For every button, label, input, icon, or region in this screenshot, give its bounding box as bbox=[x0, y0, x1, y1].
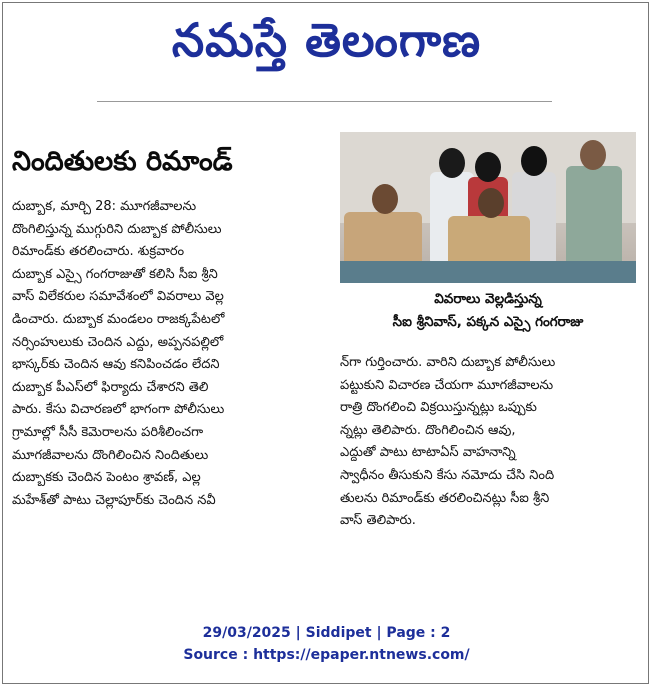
caption-line: వివరాలు వెల్లడిస్తున్న bbox=[434, 291, 542, 307]
article-line: భాస్కర్‌కు చెందిన ఆవు కనిపించడం లేదని bbox=[12, 357, 220, 373]
article-line: తులను రిమాండ్‌కు తరలించినట్లు సీఐ శ్రీని bbox=[340, 490, 550, 506]
article-line: దుబ్బాక పీఎస్‌లో ఫిర్యాదు చేశారని తెలి bbox=[12, 379, 209, 395]
article-line: స్వాధీనం తీసుకుని కేసు నమోదు చేసి నింది bbox=[340, 467, 555, 483]
article-column-right bbox=[340, 352, 636, 533]
photo-person-head bbox=[439, 148, 465, 178]
article-line: దుబ్బాక ఎస్సై గంగరాజుతో కలిసి సీఐ శ్రీని bbox=[12, 266, 218, 282]
photo-caption bbox=[340, 288, 636, 344]
article-line: డించారు. దుబ్బాక మండలం రాజక్కపేటలో bbox=[12, 311, 225, 327]
photo-person bbox=[566, 166, 622, 276]
article-line: రాత్రి దొంగలించి విక్రయిస్తున్నట్లు ఒప్పుకు bbox=[340, 400, 537, 416]
article-line: వాస్ తెలిపారు. bbox=[340, 513, 416, 529]
article-line: మహేశ్‌తో పాటు చెల్లాపూర్‌కు చెందిన నవీ bbox=[12, 492, 216, 508]
footer-source-line: Source : https://epaper.ntnews.com/ bbox=[183, 647, 470, 663]
news-photo bbox=[340, 132, 636, 283]
page-footer bbox=[0, 622, 653, 666]
article-line: పారు. కేసు విచారణలో భాగంగా పోలీసులు bbox=[12, 402, 225, 418]
article-headline: నిందితులకు రిమాండ్ bbox=[12, 146, 233, 177]
article-line: న్నట్లు తెలిపారు. దొంగిలించిన ఆవు, bbox=[340, 422, 516, 438]
photo-table bbox=[340, 261, 636, 283]
article-column-left bbox=[12, 196, 330, 512]
article-line: పట్టుకుని విచారణ చేయగా మూగజీవాలను bbox=[340, 377, 554, 393]
article-line: దొంగిలిస్తున్న ముగ్గురిని దుబ్బాక పోలీసులు bbox=[12, 221, 222, 237]
article-line: దుబ్బాకకు చెందిన పెంటం శ్రావణ్, ఎల్ల bbox=[12, 470, 201, 486]
article-line: ఎద్దుతో పాటు టాటాఏస్ వాహనాన్ని bbox=[340, 445, 516, 461]
footer-date-line: 29/03/2025 | Siddipet | Page : 2 bbox=[202, 625, 451, 641]
photo-person-head bbox=[521, 146, 547, 176]
photo-person-head bbox=[580, 140, 606, 170]
caption-line: సీఐ శ్రీనివాస్, పక్కన ఎస్సై గంగరాజు bbox=[392, 313, 584, 330]
photo-officer-head bbox=[372, 184, 398, 214]
photo-officer-head bbox=[478, 188, 504, 218]
photo-person-head bbox=[475, 152, 501, 182]
newspaper-masthead: నమస్తే తెలంగాణ bbox=[171, 13, 482, 67]
article-line: న్‌గా గుర్తించారు. వారిని దుబ్బాక పోలీసులు bbox=[340, 355, 556, 370]
article-line: వాస్ విలేకరుల సమావేశంలో వివరాలు వెల్ల bbox=[12, 289, 224, 305]
masthead-rule bbox=[97, 101, 552, 102]
article-line: నర్సింహులుకు చెందిన ఎద్దు, అప్పనపల్లిలో bbox=[12, 334, 224, 350]
article-line: రిమాండ్‌కు తరలించారు. శుక్రవారం bbox=[12, 244, 185, 260]
article-line: దుబ్బాక, మార్చి 28: మూగజీవాలను bbox=[12, 199, 197, 214]
article-line: గ్రామాల్లో సీసీ కెమెరాలను పరిశీలించగా bbox=[12, 424, 204, 440]
article-line: మూగజీవాలను దొంగిలించిన నిందితులు bbox=[12, 447, 209, 463]
